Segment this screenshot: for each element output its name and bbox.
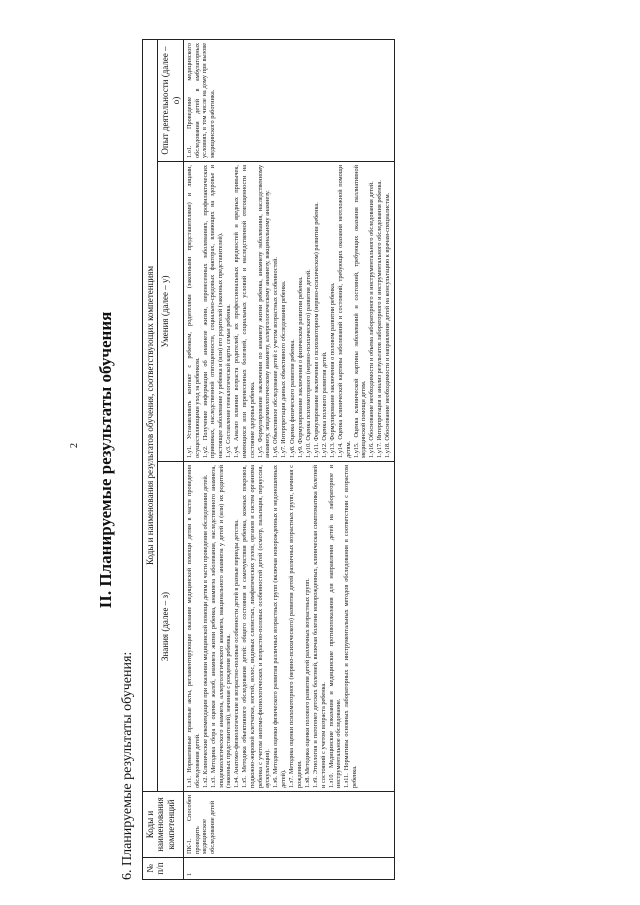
outcome-item: 1.у6. Объективное обследование детей с учетом возрастных особенностей. [272,256,280,458]
outcome-item: 1.у2. Получение информации об анамнезе жизни, перенесенных заболеваниях, профилактических прививках, наследственной отягощенности, социально-средовых факторах, влияющих на здоровье и настоящее заболевание у ребенка и (или) его родителей (законных представителей). [201,165,225,458]
header-experience: Опыт деятельности (далее – о) [158,40,184,162]
rotated-page-content [96,40,626,880]
skills-cell [184,162,395,462]
outcome-item: 1.у11. Формулирование заключения о психомоторном (нервно-психическом) развитии ребенка. [312,202,320,458]
outcome-item: 1.з7. Методика оценки психомоторного (нервно-психического) развития детей различных возрастных групп, начиная с рождения. [288,465,303,788]
outcome-item: 1.у5. Формулирование заключения по анамнезу жизни ребенка, анамнезу заболевания, наследственному анамнезу, эпидемиологическому анамнезу, аллергологическому анамнезу, вакцинальному анамнезу. [256,165,272,458]
outcome-item: 1.з11. Нормативы основных лабораторных и инструментальных методов обследования в соответствии с возрастом ребенка. [343,465,359,788]
subsection-title: 6. Планируемые результаты обучения: [120,651,135,880]
header-skills: Умения (далее – у) [158,162,184,462]
outcome-item: 1.у7. Интерпретация данных объективного обследования ребенка. [280,280,288,458]
outcome-item: 1.з9. Этиология и патогенез детских болезней, включая болезни новорожденных, клиническая симптоматика болезней и состояний с учетом возраста ребенка. [311,465,327,788]
outcome-item: 1.у14. Оценка клинической картины заболеваний и состояний, требующих оказания неотложной помощи детям. [336,165,352,458]
section-title: II. Планируемые результаты обучения [96,311,115,609]
header-num: № п/п [143,858,184,880]
outcome-item: 1.у18. Обоснование необходимости и направление детей на консультацию к врачам-специалистам. [384,192,392,458]
outcome-item: 1.з6. Методика оценки физического развития различных возрастных групп (включая новорожденных и недоношенных детей). [272,465,288,788]
outcome-item: 1.у9. Формулирование заключения о физическом развитии ребенка. [296,276,304,458]
header-results-group: Коды и наименования результатов обучения, соответствующих компетенциям [143,40,158,792]
header-knowledge: Знания (далее – з) [158,462,184,792]
outcome-item: 1.з2. Клинические рекомендации при оказании медицинской помощи детям в части проведения обследования детей. [201,474,209,788]
outcome-item: 1.у8. Оценка физического развития ребенка. [288,339,296,458]
outcome-item: 1.з5. Методика объективного обследования детей: общего состояния и самочувствия ребенка, кожных покровов, подкожно-жировой клетчатки, ногтей, волос, видимых слизистых, лимфатических узлов, органов и систем организма ребенка с учетом анатомо-физиологических и возрастно-половых особенностей детей (осмотр, пальпация, перкуссия, аускультация). [241,465,272,788]
experience-cell [184,40,395,162]
page-number: 2 [69,443,80,448]
outcome-item: 1.у1. Устанавливать контакт с ребенком, родителями (законными представителями) и лицами, осуществляющими уход за ребенком. [186,165,201,458]
knowledge-cell [184,462,395,792]
row-num: 1 [184,858,395,880]
outcome-item: 1.у3. Составление генеалогической карты семьи ребенка. [225,304,233,458]
outcome-item: 1.у4. Анализ влияния возраста родителей, их профессиональных вредностей и вредных привычек, имеющихся или перенесенных болезней, социальных условий и наследственной отягощенности на состояние здоровья ребенка. [233,165,256,458]
outcome-item: 1.з8. Методика оценки полового развития детей различных возрастных групп. [303,578,311,788]
table-row [184,40,395,880]
outcome-item: 1.з4. Анатомо-физиологические и возрастно-половые особенности детей в разные периоды детства. [233,519,241,788]
outcome-item: 1.з1. Нормативные правовые акты, регламентирующие оказание медицинской помощи детям в части проведения обследования детей. [186,465,201,788]
competency-text: ПК-1. Способен проводить медицинское обследование детей [186,795,217,854]
outcome-item: 1.у13. Формулирование заключения о половом развитии ребенка. [328,282,336,458]
outcome-item: 1.у16. Обоснование необходимости и объема лабораторного и инструментального обследования детей. [368,181,376,458]
header-competency: Коды и наименования компетенций [143,792,184,858]
learning-outcomes-table [142,39,395,880]
outcome-item: 1.у17. Интерпретация и анализ результатов лабораторного и инструментального обследования ребенка. [376,180,384,458]
outcome-item: 1.з10. Медицинские показания и медицинские противопоказания для направления детей на лабораторное и инструментальное обследование. [327,465,343,788]
competency-cell [184,792,395,858]
outcome-item: 1.о1. Проведение медицинского обследования детей в амбулаторных условиях, в том числе на дому при вызове медицинского работника. [186,43,217,158]
outcome-item: 1.у15. Оценка клинической картины заболеваний и состояний, требующих оказания паллиативной медицинской помощи детям. [352,165,368,458]
outcome-item: 1.з3. Методика сбора и оценки жалоб, анамнеза жизни ребенка, анамнеза заболевания, наследственного анамнеза, эпидемиологического анамнеза, аллергологического анамнеза, вакцинального анамнеза у детей и (или) их родителей (законных представителей), начиная с рождения ребенка. [209,465,233,788]
outcome-item: 1.у10. Оценка психомоторного (нервно-психического) развития детей. [304,269,312,458]
outcome-item: 1.у12. Оценка полового развития детей. [320,351,328,458]
